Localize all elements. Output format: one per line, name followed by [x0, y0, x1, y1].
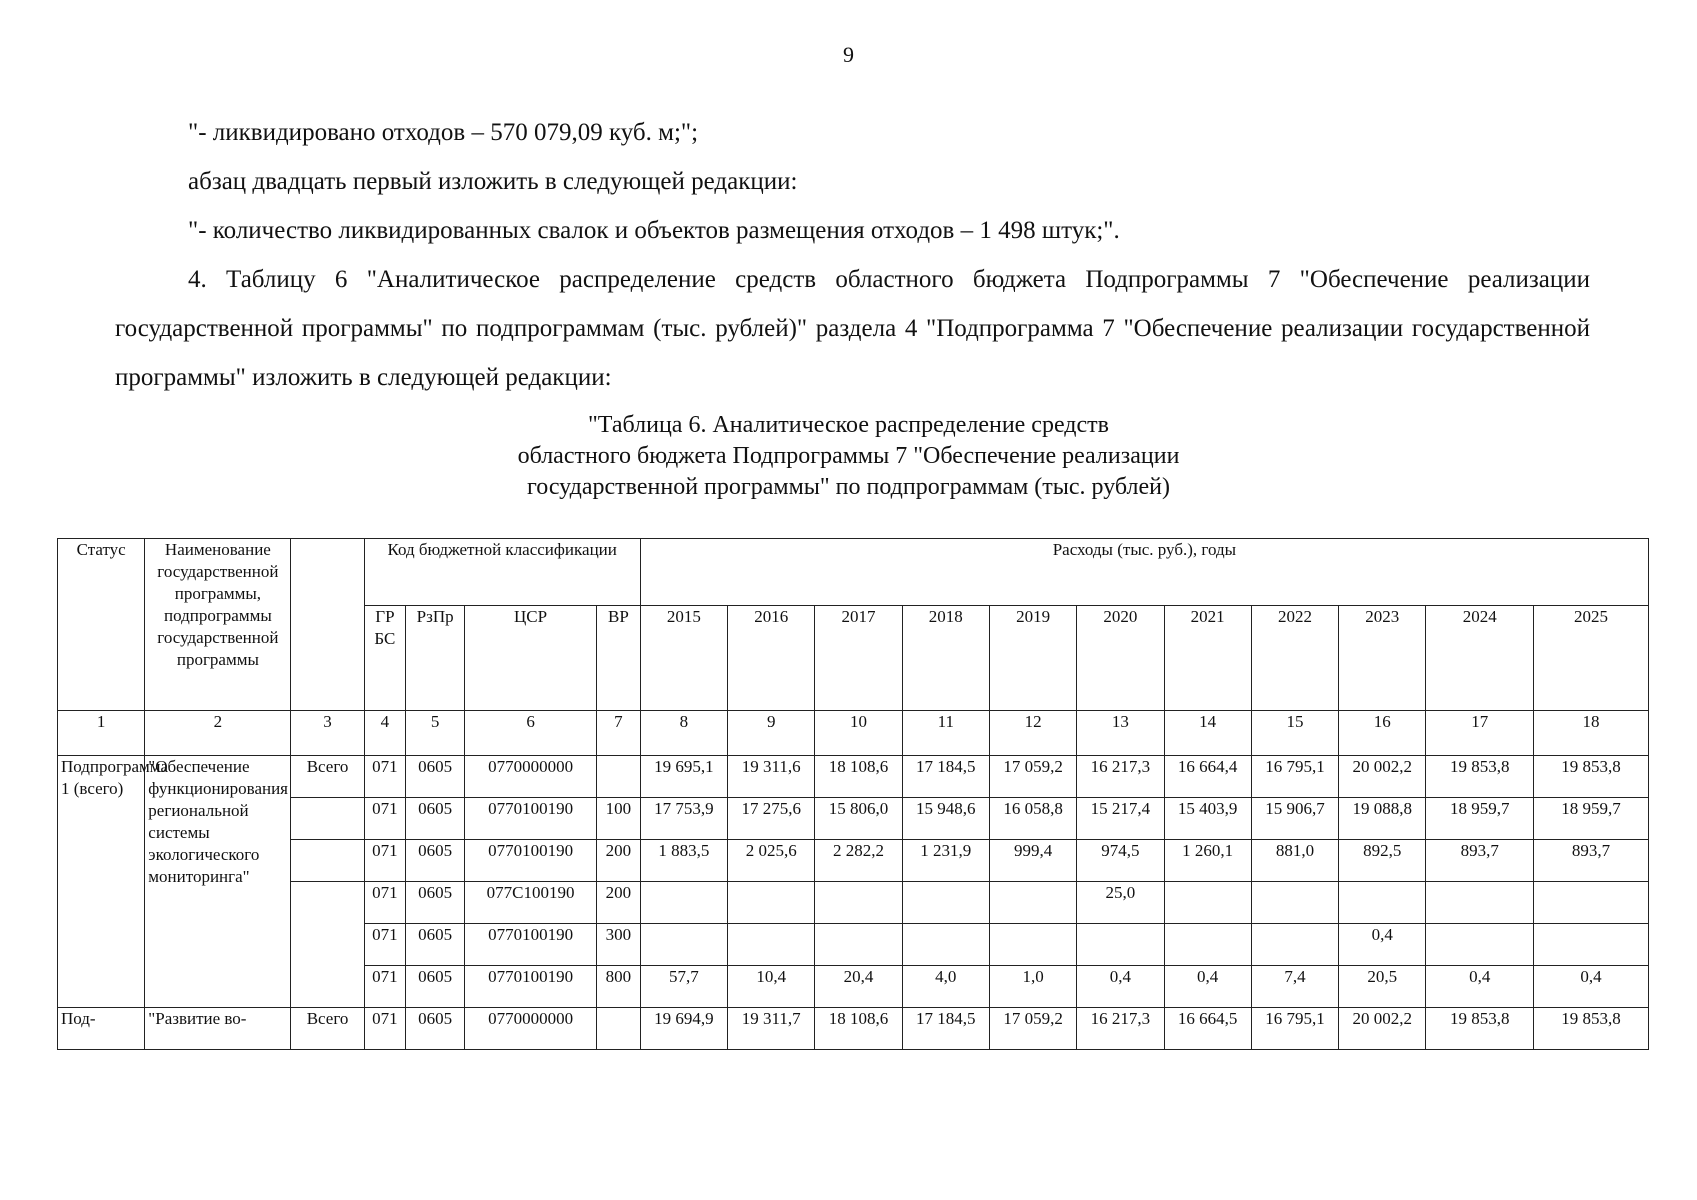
column-number: 17 [1426, 711, 1534, 756]
column-numbers-row [58, 711, 1649, 756]
row-year-value: 17 184,5 [902, 1008, 989, 1050]
row-year-value: 18 959,7 [1534, 798, 1649, 840]
paragraph-4: 4. Таблицу 6 "Аналитическое распределение средств областного бюджета Подпрограммы 7 "Обеспечение реализации государственной программы" по подпрограммам (тыс. рублей)" раздела 4 "Подпрограмма 7 "Обеспечение реализации государственной программы" изложить в следующей редакции: [115, 266, 1590, 391]
header-col3 [291, 539, 364, 711]
row-year-value: 16 217,3 [1077, 1008, 1164, 1050]
row-year-value [1077, 924, 1164, 966]
group-subprogram-2 [58, 1008, 1649, 1050]
row-year-value [1251, 882, 1338, 924]
row-year-value [1164, 924, 1251, 966]
header-kbk: Код бюджетной классификации [364, 539, 640, 606]
row-year-value: 15 948,6 [902, 798, 989, 840]
caption-line-3: государственной программы" по подпрограммам (тыс. рублей) [527, 474, 1170, 500]
row-year-value [815, 882, 902, 924]
header-expenses: Расходы (тыс. руб.), годы [640, 539, 1648, 606]
row-grbs: 071 [364, 882, 406, 924]
row-year-value: 19 311,6 [728, 756, 815, 798]
row-year-value: 10,4 [728, 966, 815, 1008]
row-year-value: 19 853,8 [1426, 1008, 1534, 1050]
header-year: 2019 [989, 606, 1076, 711]
table-caption [0, 410, 1697, 503]
paragraph-2: абзац двадцать первый изложить в следующей редакции: [188, 168, 798, 195]
row-year-value: 1,0 [989, 966, 1076, 1008]
caption-line-1: "Таблица 6. Аналитическое распределение средств [588, 412, 1109, 438]
row-program-name: "Обеспечение функционирования региональной системы экологического мониторинга" [145, 756, 291, 1008]
row-year-value: 20,4 [815, 966, 902, 1008]
column-number: 8 [640, 711, 727, 756]
row-year-value [815, 924, 902, 966]
column-number: 9 [728, 711, 815, 756]
column-number: 14 [1164, 711, 1251, 756]
row-year-value: 15 403,9 [1164, 798, 1251, 840]
row-year-value [1426, 882, 1534, 924]
row-year-value: 16 795,1 [1251, 1008, 1338, 1050]
row-year-value: 20,5 [1339, 966, 1426, 1008]
header-status: Статус [58, 539, 145, 711]
row-year-value: 19 853,8 [1534, 756, 1649, 798]
header-year: 2018 [902, 606, 989, 711]
table-row [58, 840, 1649, 882]
row-year-value [902, 882, 989, 924]
row-status: Подпрограмма 1 (всего) [58, 756, 145, 1008]
row-year-value [1534, 882, 1649, 924]
row-year-value: 0,4 [1426, 966, 1534, 1008]
paragraph-1: "- ликвидировано отходов – 570 079,09 куб. м;"; [188, 119, 699, 146]
header-year: 2015 [640, 606, 727, 711]
row-year-value: 0,4 [1339, 924, 1426, 966]
row-year-value: 1 260,1 [1164, 840, 1251, 882]
header-year: 2025 [1534, 606, 1649, 711]
row-year-value [1339, 882, 1426, 924]
row-year-value: 0,4 [1077, 966, 1164, 1008]
row-rzpr: 0605 [406, 756, 465, 798]
row-vr [597, 756, 641, 798]
row-program-name: "Развитие во- [145, 1008, 291, 1050]
row-year-value: 881,0 [1251, 840, 1338, 882]
row-grbs: 071 [364, 1008, 406, 1050]
column-number: 6 [465, 711, 597, 756]
budget-table [57, 538, 1649, 1050]
row-year-value: 892,5 [1339, 840, 1426, 882]
row-year-value [989, 882, 1076, 924]
row-year-value: 19 311,7 [728, 1008, 815, 1050]
column-number: 13 [1077, 711, 1164, 756]
table-row [58, 756, 1649, 798]
row-vr [597, 1008, 641, 1050]
row-col3: Всего [291, 756, 364, 798]
row-year-value: 0,4 [1164, 966, 1251, 1008]
row-vr: 200 [597, 840, 641, 882]
column-number: 12 [989, 711, 1076, 756]
document-body [115, 108, 1590, 402]
row-col3 [291, 882, 364, 1008]
column-number: 16 [1339, 711, 1426, 756]
header-grbs: ГР БС [364, 606, 406, 711]
row-grbs: 071 [364, 840, 406, 882]
row-year-value: 2 282,2 [815, 840, 902, 882]
row-year-value: 4,0 [902, 966, 989, 1008]
header-year: 2016 [728, 606, 815, 711]
row-rzpr: 0605 [406, 966, 465, 1008]
row-year-value [728, 924, 815, 966]
row-year-value: 18 108,6 [815, 1008, 902, 1050]
row-year-value: 16 664,5 [1164, 1008, 1251, 1050]
row-rzpr: 0605 [406, 882, 465, 924]
row-year-value: 16 058,8 [989, 798, 1076, 840]
row-year-value: 57,7 [640, 966, 727, 1008]
row-grbs: 071 [364, 966, 406, 1008]
row-year-value: 17 059,2 [989, 756, 1076, 798]
row-year-value [989, 924, 1076, 966]
row-status: Под- [58, 1008, 145, 1050]
row-vr: 200 [597, 882, 641, 924]
row-year-value: 19 853,8 [1426, 756, 1534, 798]
row-year-value: 19 694,9 [640, 1008, 727, 1050]
row-year-value: 2 025,6 [728, 840, 815, 882]
row-year-value: 1 231,9 [902, 840, 989, 882]
row-year-value: 16 664,4 [1164, 756, 1251, 798]
row-csr: 0770100190 [465, 966, 597, 1008]
row-year-value: 19 853,8 [1534, 1008, 1649, 1050]
row-vr: 300 [597, 924, 641, 966]
row-year-value: 15 806,0 [815, 798, 902, 840]
header-year: 2017 [815, 606, 902, 711]
row-grbs: 071 [364, 756, 406, 798]
row-grbs: 071 [364, 798, 406, 840]
table-row [58, 1008, 1649, 1050]
header-year: 2024 [1426, 606, 1534, 711]
row-csr: 0770100190 [465, 924, 597, 966]
column-number: 10 [815, 711, 902, 756]
row-csr: 0770100190 [465, 798, 597, 840]
row-csr: 0770100190 [465, 840, 597, 882]
row-year-value: 17 753,9 [640, 798, 727, 840]
row-year-value [640, 924, 727, 966]
header-year: 2020 [1077, 606, 1164, 711]
header-year: 2023 [1339, 606, 1426, 711]
header-year: 2021 [1164, 606, 1251, 711]
group-subprogram-1 [58, 756, 1649, 1008]
column-number: 15 [1251, 711, 1338, 756]
row-year-value [902, 924, 989, 966]
row-year-value: 893,7 [1426, 840, 1534, 882]
row-csr: 0770000000 [465, 756, 597, 798]
row-year-value: 20 002,2 [1339, 756, 1426, 798]
row-rzpr: 0605 [406, 924, 465, 966]
row-year-value: 15 906,7 [1251, 798, 1338, 840]
row-year-value [728, 882, 815, 924]
row-year-value: 17 184,5 [902, 756, 989, 798]
row-year-value: 999,4 [989, 840, 1076, 882]
row-year-value: 19 695,1 [640, 756, 727, 798]
header-year: 2022 [1251, 606, 1338, 711]
row-year-value: 18 108,6 [815, 756, 902, 798]
row-year-value [1251, 924, 1338, 966]
row-year-value [1426, 924, 1534, 966]
row-col3: Всего [291, 1008, 364, 1050]
row-year-value: 16 217,3 [1077, 756, 1164, 798]
row-year-value: 16 795,1 [1251, 756, 1338, 798]
row-csr: 0770000000 [465, 1008, 597, 1050]
row-year-value: 974,5 [1077, 840, 1164, 882]
column-number: 18 [1534, 711, 1649, 756]
row-year-value: 18 959,7 [1426, 798, 1534, 840]
table-row [58, 882, 1649, 924]
header-rzpr: РзПр [406, 606, 465, 711]
row-csr: 077С100190 [465, 882, 597, 924]
row-year-value: 17 059,2 [989, 1008, 1076, 1050]
row-vr: 100 [597, 798, 641, 840]
row-year-value [1164, 882, 1251, 924]
page-number: 9 [843, 42, 854, 67]
row-year-value: 893,7 [1534, 840, 1649, 882]
row-year-value: 15 217,4 [1077, 798, 1164, 840]
paragraph-3: "- количество ликвидированных свалок и объектов размещения отходов – 1 498 штук;". [188, 217, 1120, 244]
header-vr: ВР [597, 606, 641, 711]
row-year-value: 0,4 [1534, 966, 1649, 1008]
row-year-value: 7,4 [1251, 966, 1338, 1008]
row-vr: 800 [597, 966, 641, 1008]
row-year-value [1534, 924, 1649, 966]
row-rzpr: 0605 [406, 840, 465, 882]
column-number: 11 [902, 711, 989, 756]
header-csr: ЦСР [465, 606, 597, 711]
column-number: 7 [597, 711, 641, 756]
row-year-value: 25,0 [1077, 882, 1164, 924]
column-number: 3 [291, 711, 364, 756]
row-rzpr: 0605 [406, 798, 465, 840]
header-row-1 [58, 539, 1649, 606]
header-name: Наименование государственной программы, подпрограммы государственной программы [145, 539, 291, 711]
caption-line-2: областного бюджета Подпрограммы 7 "Обеспечение реализации [517, 443, 1180, 469]
column-number: 2 [145, 711, 291, 756]
column-number: 1 [58, 711, 145, 756]
row-rzpr: 0605 [406, 1008, 465, 1050]
row-year-value: 20 002,2 [1339, 1008, 1426, 1050]
column-number: 5 [406, 711, 465, 756]
row-year-value [640, 882, 727, 924]
row-col3 [291, 840, 364, 882]
table-row [58, 798, 1649, 840]
row-grbs: 071 [364, 924, 406, 966]
row-year-value: 17 275,6 [728, 798, 815, 840]
column-number: 4 [364, 711, 406, 756]
row-col3 [291, 798, 364, 840]
row-year-value: 19 088,8 [1339, 798, 1426, 840]
row-year-value: 1 883,5 [640, 840, 727, 882]
